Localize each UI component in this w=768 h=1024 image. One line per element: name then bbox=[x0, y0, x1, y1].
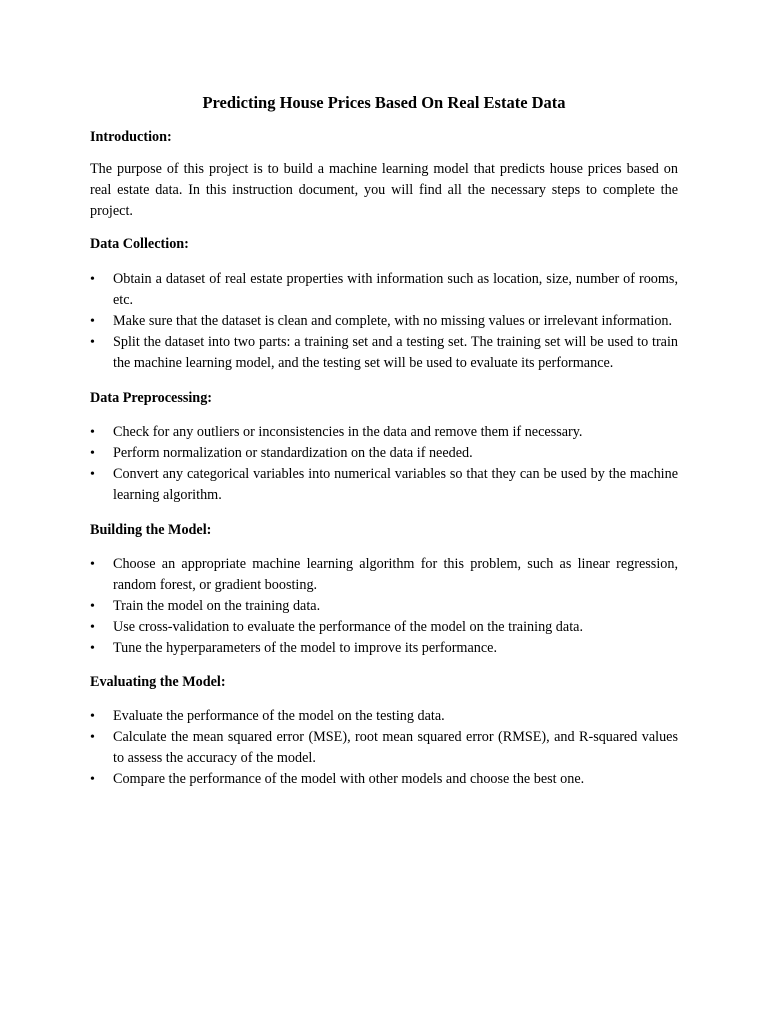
list-item-text: Make sure that the dataset is clean and complete, with no missing values or irrelevant information. bbox=[113, 313, 673, 329]
building-model-heading: Building the Model: bbox=[90, 522, 212, 538]
list-item bbox=[90, 596, 678, 617]
list-item bbox=[90, 443, 678, 464]
evaluating-model-heading: Evaluating the Model: bbox=[90, 674, 226, 690]
data-preprocessing-heading: Data Preprocessing: bbox=[90, 390, 213, 406]
list-item bbox=[90, 769, 678, 790]
list-item-text: Train the model on the training data. bbox=[113, 598, 321, 614]
list-item bbox=[90, 554, 678, 596]
list-item-text: Calculate the mean squared error (MSE), root mean squared error (RMSE), and R-squared values to assess the accuracy of the model. bbox=[113, 729, 678, 766]
evaluating-model-list bbox=[90, 706, 678, 790]
list-item bbox=[90, 332, 678, 374]
list-item bbox=[90, 311, 678, 332]
list-item-text: Obtain a dataset of real estate properties with information such as location, size, number of rooms, etc. bbox=[113, 271, 678, 308]
bullet-icon: • bbox=[90, 467, 95, 482]
bullet-icon: • bbox=[90, 314, 95, 329]
list-item bbox=[90, 617, 678, 638]
bullet-icon: • bbox=[90, 772, 95, 787]
list-item-text: Compare the performance of the model with other models and choose the best one. bbox=[113, 771, 585, 787]
list-item-text: Perform normalization or standardization on the data if needed. bbox=[113, 445, 473, 461]
data-preprocessing-list bbox=[90, 422, 678, 506]
list-item bbox=[90, 706, 678, 727]
bullet-icon: • bbox=[90, 425, 95, 440]
bullet-icon: • bbox=[90, 641, 95, 656]
data-collection-heading: Data Collection: bbox=[90, 236, 189, 252]
list-item-text: Split the dataset into two parts: a training set and a testing set. The training set will be used to train the machine learning model, and the testing set will be used to evaluate its performance. bbox=[113, 334, 678, 371]
list-item bbox=[90, 269, 678, 311]
building-model-list bbox=[90, 554, 678, 659]
bullet-icon: • bbox=[90, 335, 95, 350]
introduction-heading: Introduction: bbox=[90, 129, 172, 145]
list-item-text: Choose an appropriate machine learning algorithm for this problem, such as linear regression, random forest, or gradient boosting. bbox=[113, 556, 678, 593]
introduction-paragraph: The purpose of this project is to build a machine learning model that predicts house prices based on real estate data. In this instruction document, you will find all the necessary steps to complete the project. bbox=[90, 161, 678, 219]
data-collection-list bbox=[90, 269, 678, 374]
list-item-text: Check for any outliers or inconsistencies in the data and remove them if necessary. bbox=[113, 424, 583, 440]
list-item bbox=[90, 422, 678, 443]
list-item bbox=[90, 727, 678, 769]
list-item-text: Tune the hyperparameters of the model to improve its performance. bbox=[113, 640, 497, 656]
bullet-icon: • bbox=[90, 272, 95, 287]
bullet-icon: • bbox=[90, 557, 95, 572]
bullet-icon: • bbox=[90, 620, 95, 635]
list-item-text: Use cross-validation to evaluate the performance of the model on the training data. bbox=[113, 619, 583, 635]
bullet-icon: • bbox=[90, 599, 95, 614]
document-title: Predicting House Prices Based On Real Estate Data bbox=[202, 93, 566, 112]
list-item-text: Convert any categorical variables into numerical variables so that they can be used by the machine learning algorithm. bbox=[113, 466, 678, 503]
bullet-icon: • bbox=[90, 730, 95, 745]
list-item bbox=[90, 638, 678, 659]
list-item bbox=[90, 464, 678, 506]
bullet-icon: • bbox=[90, 709, 95, 724]
bullet-icon: • bbox=[90, 446, 95, 461]
list-item-text: Evaluate the performance of the model on the testing data. bbox=[113, 708, 445, 724]
